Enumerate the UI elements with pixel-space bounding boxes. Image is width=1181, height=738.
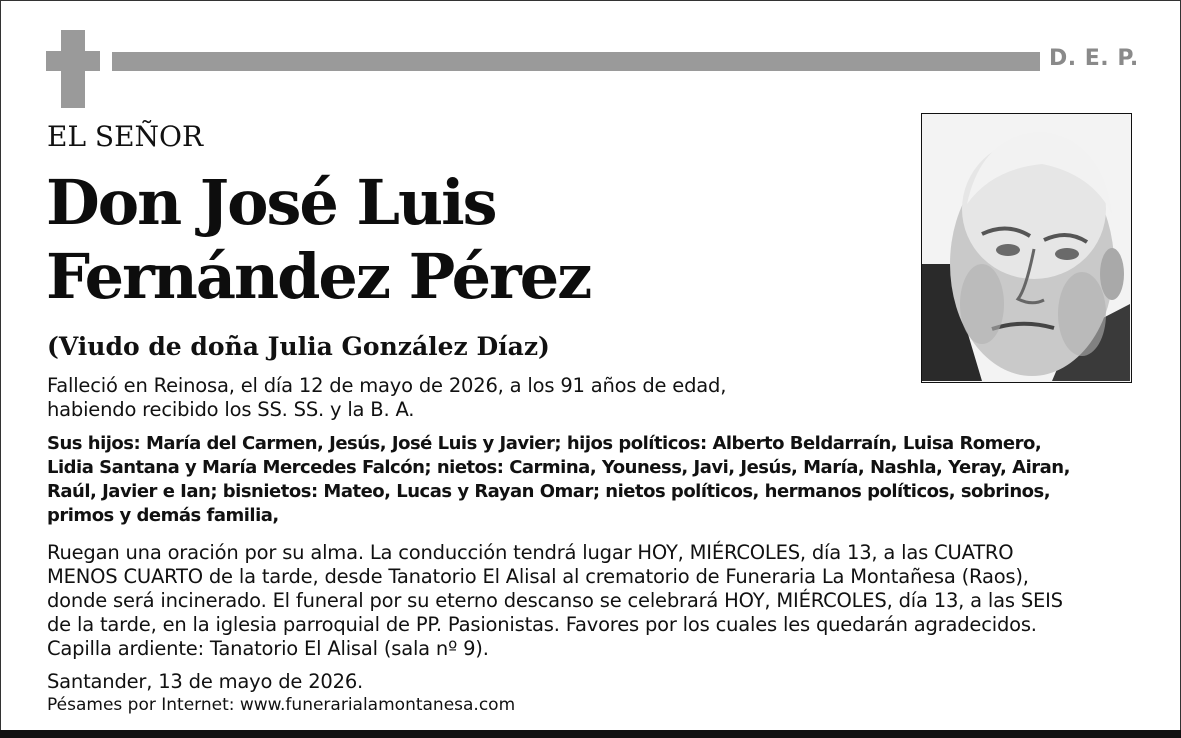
condolences-link[interactable]: Pésames por Internet: www.funerarialamontanesa.com (47, 695, 516, 715)
honorific: EL SEÑOR (47, 120, 204, 153)
death-line-1: Falleció en Reinosa, el día 12 de mayo de 2026, a los 91 años de edad, (47, 374, 727, 397)
portrait-photo (921, 113, 1132, 383)
dep-label: D. E. P. (1049, 46, 1139, 71)
family-list (47, 432, 1137, 528)
prayer-line-2: MENOS CUARTO de la tarde, desde Tanatorio El Alisal al crematorio de Funeraria La Montañesa (Raos), (47, 565, 1029, 588)
name-line-2: Fernández Pérez (46, 240, 591, 313)
prayer-line-1: Ruegan una oración por su alma. La conducción tendrá lugar HOY, MIÉRCOLES, día 13, a las CUATRO (47, 541, 1014, 564)
family-line-1: Sus hijos: María del Carmen, Jesús, José Luis y Javier; hijos políticos: Alberto Beldarraín, Luisa Romero, (47, 433, 1042, 454)
prayer-line-3: donde será incinerado. El funeral por su eterno descanso se celebrará HOY, MIÉRCOLES, día 13, a las SEIS (47, 589, 1063, 612)
header-rule (112, 52, 1040, 71)
prayer-line-4: de la tarde, en la iglesia parroquial de PP. Pasionistas. Favores por los cuales les quedarán agradecidos. (47, 613, 1037, 636)
widow-note: (Viudo de doña Julia González Díaz) (47, 332, 550, 361)
family-line-3: Raúl, Javier e Ian; bisnietos: Mateo, Lucas y Rayan Omar; nietos políticos, hermanos políticos, sobrinos, (47, 481, 1051, 502)
family-line-4: primos y demás familia, (47, 505, 279, 526)
bottom-bar (0, 730, 1181, 738)
death-line-2: habiendo recibido los SS. SS. y la B. A. (47, 398, 415, 421)
prayer-line-5: Capilla ardiente: Tanatorio El Alisal (sala nº 9). (47, 637, 489, 660)
place-date: Santander, 13 de mayo de 2026. (47, 670, 364, 693)
family-line-2: Lidia Santana y María Mercedes Falcón; nietos: Carmina, Youness, Javi, Jesús, María, Nashla, Yeray, Airan, (47, 457, 1070, 478)
portrait-illustration (922, 114, 1130, 381)
deceased-name (46, 166, 906, 314)
death-notice (47, 374, 1137, 422)
name-line-1: Don José Luis (46, 166, 496, 239)
cross-icon-bar (46, 51, 100, 71)
prayer-request (47, 541, 1137, 661)
